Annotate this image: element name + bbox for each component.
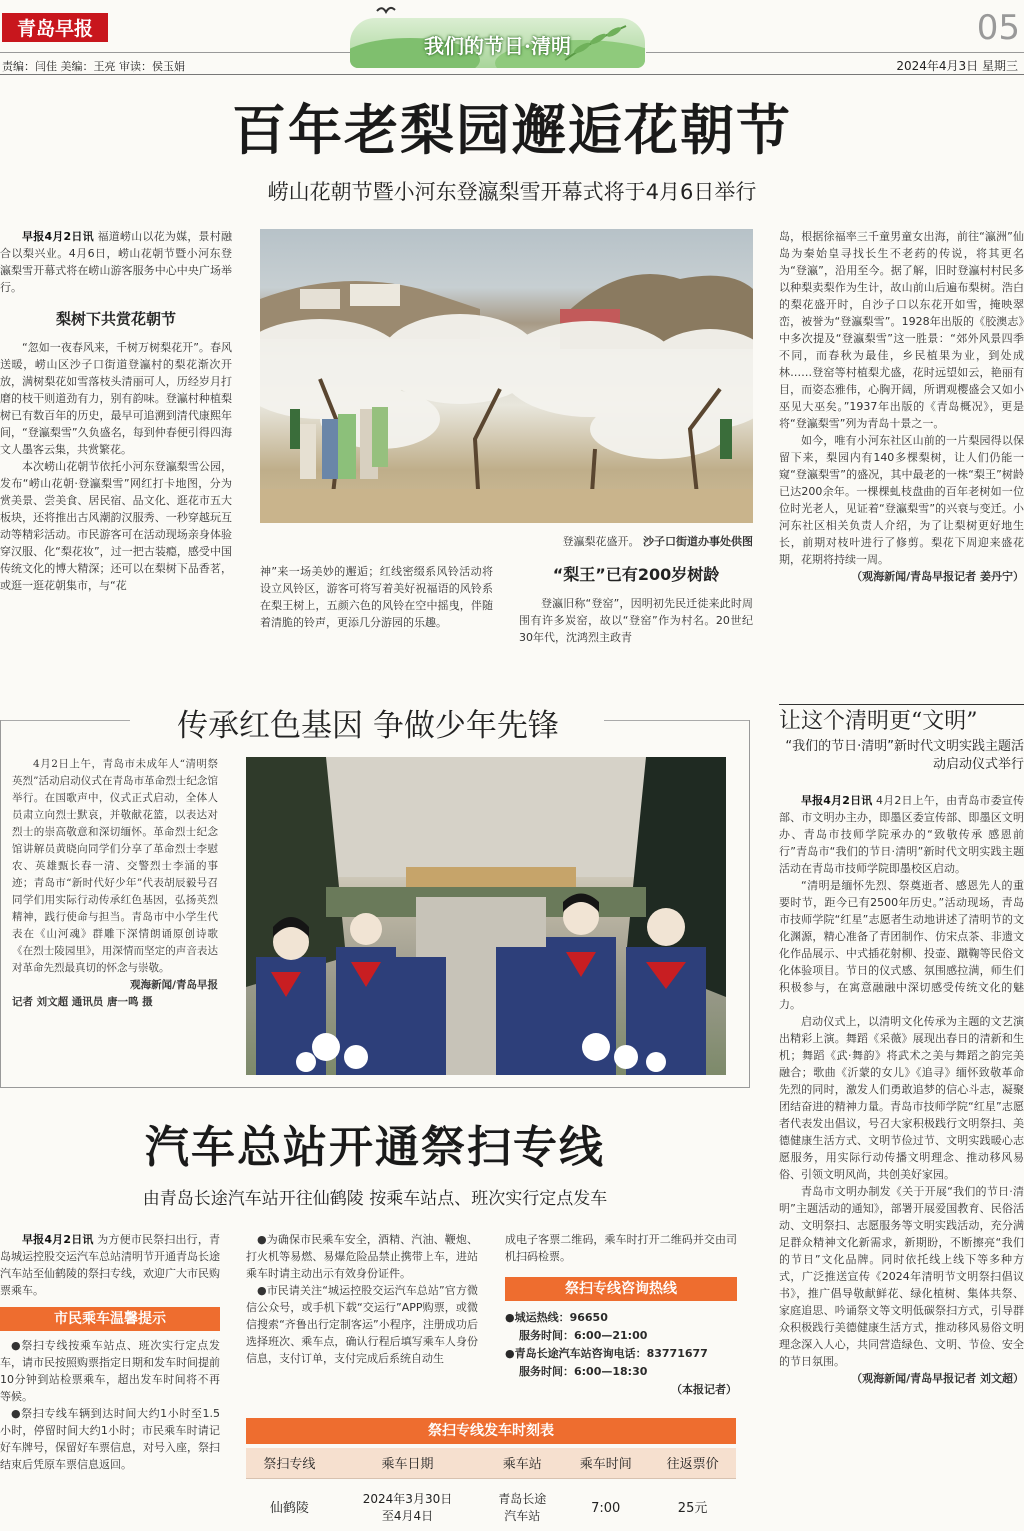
article2-p1: 4月2日上午，青岛市未成年人“清明祭英烈”活动启动仪式在青岛市革命烈士纪念馆举行。在国歌声中，仪式正式启动，全体人员肃立向烈士默哀，并敬献花篮，以表达对烈士的崇高敬意和深切缅怀。革命烈士纪念馆讲解员黄晓向同学们分享了革命烈士李慰农、英雄甄长春一清、交警烈士李涌的事迹；青岛市“新时代好少年”代表胡辰毅号召同学们用实际行动传承红色基因，弘扬英烈精神，践行使命与担当。青岛市中小学生代表在《山河魂》群雕下深情朗诵原创诗歌《在烈士陵园里》，用深情而坚定的声音表达对革命先烈最真切的怀念与崇敬。 [12,758,218,974]
article3-p3: 启动仪式上，以清明文化传承为主题的文艺演出精彩上演。舞蹈《采薇》展现出春日的清新和生机；舞蹈《武·舞韵》将武术之美与舞蹈之韵完美融合；歌曲《沂蒙的女儿》《追寻》缅怀致敬革命先烈的同时，激发人们勇敢追梦的信心斗志，凝聚团结奋进的精神力量。青岛市技师学院“红星”志愿者代表发出倡议，号召大家积极践行文明祭扫、美德健康生活方式、文明节俭过节、文明实践暖心志愿服务，用实际行动传播文明理念、推动移风易俗、引领文明风尚，共创美好家园。 [779,1015,1024,1181]
timetable-cell: 2024年3月30日 至4月4日 [362,1492,453,1524]
timetable-header: 往返票价 [649,1448,736,1478]
article3-p2: “清明是缅怀先烈、祭奠逝者、感恩先人的重要时节，距今已有2500年历史。”活动现场，青岛市技师学院“红星”志愿者生动地讲述了清明节的文化渊源，精心准备了青团制作、仿宋点茶、非遗文化作品展示、中式插花射柳、投壶、蹴鞠等民俗文化体验项目。节日的仪式感、氛围感拉满，师生们积极参与，在寓意融融中深切感受传统文化的魅力。 [779,879,1024,1011]
photo-caption: 登瀛梨花盛开。 沙子口街道办事处供图 [562,535,753,548]
timetable-header: 乘车站 [482,1448,562,1478]
article4-p1: 为方便市民祭扫出行，青岛城运控股交运汽车总站清明节开通青岛长途汽车站至仙鹤陵的祭扫专线，欢迎广大市民购票乘车。 [0,1233,221,1297]
article1-p2: “忽如一夜春风来，千树万树梨花开”。春风送暖，崂山区沙子口街道登瀛村的梨花渐次开放，满树梨花如雪落枝头清丽可人，历经岁月打磨的枝干则道劲有力，别有韵味。登瀛村种植梨树已有数百年的历史，最早可追溯到清代康熙年间，“登瀛梨雪”久负盛名，每到仲春便引得四海文人墨客云集，共赏繁花。 [0,341,232,456]
issue-date: 2024年4月3日 星期三 [896,59,1018,73]
timetable-header: 乘车时间 [562,1448,649,1478]
article3-subheadline: “我们的节日·清明”新时代文明实践主题活动启动仪式举行 [785,739,1024,772]
pear-orchard-illustration [260,229,753,523]
article2-headline: 传承红色基因 争做少年先锋 [177,708,559,744]
hotline-1-hours: 服务时间：6:00—21:00 [519,1329,648,1342]
article3-lead: 早报4月2日讯 [801,794,873,807]
bird-icon [376,4,396,18]
hotline-title: 祭扫专线咨询热线 [505,1277,737,1301]
timetable-header: 乘车日期 [333,1448,482,1478]
article1-subhead1: 梨树下共赏花朝节 [55,310,176,328]
editor-credits: 责编：闫佳 美编：王亮 审读：侯玉娟 [2,60,185,73]
article2-byline1: 观海新闻/青岛早报 [130,979,218,991]
article2-byline2: 记者 刘文超 通讯员 唐一鸣 摄 [12,996,153,1008]
article3-text [779,792,1024,1387]
timetable-cell: 7:00 [591,1500,621,1516]
article4-col3 [505,1231,737,1399]
article4-col2 [246,1231,478,1367]
article1-p1: 福道崂山以花为媒，景村融合以梨兴业。4月6日，崂山花朝节暨小河东登瀛梨雪开幕式将在崂山游客服务中心中央广场举行。 [0,230,233,294]
pear-blossom-photo [260,229,753,523]
article4-byline: （本报记者） [671,1383,737,1396]
article1-subhead2: “梨王”已有200岁树龄 [552,565,720,584]
table-row [246,1478,736,1531]
article1-col1 [0,228,232,594]
article1-p6: 岛，根据徐福率三千童男童女出海，前往“瀛洲”仙岛为秦始皇寻找长生不老药的传说，将其更名为“登瀛”，沿用至今。据了解，旧时登瀛村村民多以种梨卖梨作为生计，故山前山后遍布梨树。浩白的梨花盛开时，自沙子口以东花开如雪，掩映翠峦，被誉为“登瀛梨雪”。1928年出版的《胶澳志》中多次提及“登瀛梨雪”这一胜景：“郊外风景四季不同，而春秋为最佳，乡民植果为业，到处成林……登窑等村植梨尤盛，花时远望如云，艳丽有目，而姿态雅伟，心胸开阔，所谓观樱盛会又如小巫见大巫矣。”1937年出版的《青岛概况》，更是将“登瀛梨雪”列为青岛十景之一。 [779,230,1024,430]
article1-col3 [519,562,753,646]
boarding-tips-title: 市民乘车温馨提示 [0,1307,220,1331]
article1-p3: 本次崂山花朝节依托小河东登瀛梨雪公园，发布“崂山花朝·登瀛梨雪”网红打卡地图，分为赏美景、尝美食、居民宿、品文化、逛花市五大板块，还将推出古风潮韵汉服秀、一秒穿越玩互动等精彩活动。市民游客可在活动现场亲身体验穿汉服、化“梨花妆”，过一把古装瘾，感受中国传统文化的博大精深；还可以在梨树下品香茗，或逛一逛花朝集市，与“花 [0,460,232,592]
timetable-header-row [246,1448,736,1478]
banner-title: 我们的节日·清明 [424,34,571,58]
article1-headline: 百年老梨园邂逅花朝节 [232,99,792,162]
article3-headline: 让这个清明更“文明” [779,709,978,734]
timetable-cell: 仙鹤陵 [269,1500,309,1516]
article3-byline: （观海新闻/青岛早报记者 刘文超） [851,1372,1024,1385]
logo-text: 青岛早报 [16,18,93,40]
article1-byline: （观海新闻/青岛早报记者 姜丹宁） [851,570,1024,583]
hotline-2-hours: 服务时间：6:00—18:30 [519,1365,648,1378]
article1-subheadline: 崂山花朝节暨小河东登瀛梨雪开幕式将于4月6日举行 [267,180,757,204]
students-ceremony-photo [246,757,726,1075]
ceremony-illustration [246,757,726,1075]
newspaper-logo [2,13,108,42]
article4-headline: 汽车总站开通祭扫专线 [145,1122,605,1173]
article1-p4: 神”来一场美妙的邂逅；红线密缀系风铃活动将设立风铃区，游客可将写着美好祝福语的风铃系在梨王树上，五颜六色的风铃在空中摇曳，伴随着清脆的铃声，更添几分游园的乐趣。 [260,565,493,629]
boarding-tip-4: ●市民请关注“城运控股交运汽车总站”官方微信公众号，或手机下载“交运行”APP购票，或微信搜索“齐鲁出行定制客运”小程序，注册成功后选择班次、乘车点，确认行程后填写乘车人身份信息，支付订单，支付完成后系统自动生 [246,1284,478,1365]
article1-col2 [260,563,493,631]
timetable [246,1448,736,1531]
boarding-tip-1: ●祭扫专线按乘车站点、班次实行定点发车，请市民按照购票指定日期和发车时间提前10分钟到站检票乘车，超出发车时间将不再等候。 [0,1339,220,1403]
festival-banner [350,18,645,68]
article3-p4: 青岛市文明办制发《关于开展“我们的节日·清明”主题活动的通知》，部署开展爱国教育、民俗活动、文明祭扫、志愿服务等文明实践活动，充分满足群众精神文化新需求，新期盼，不断擦亮“我们的节日”文化品牌。同时依托线上线下等多种方式，广泛推送宣传《2024年清明节文明祭扫倡议书》，推广倡导敬献鲜花、绿化植树、集体共祭、家庭追思、吟诵祭文等文明低碳祭扫方式，引导群众积极践行美德健康生活方式，推动移风易俗文明理念深入人心，共同营造绿色、文明、节俭、安全的节日氛围。 [779,1185,1024,1368]
article3-p1: 4月2日上午，由青岛市委宣传部、市文明办主办，即墨区委宣传部、即墨区文明办、青岛市技师学院承办的“致敬传承 感恩前行”青岛市“我们的节日·清明”新时代文明实践主题活动在青岛市技师学院即墨校区启动。 [779,794,1024,875]
boarding-tip-5: 成电子客票二维码，乘车时打开二维码并交由司机扫码检票。 [505,1233,737,1263]
article1-p7: 如今，唯有小河东社区山前的一片梨园得以保留下来，梨园内有140多棵梨树，让人们仍能一窥“登瀛梨雪”的盛况，其中最老的一株“梨王”树龄已达200余年。一棵棵虬枝盘曲的百年老树如一位位时光老人，见证着“登瀛梨雪”的兴衰与变迁。小河东社区相关负责人介绍，为了让梨树更好地生长，前期对枝叶进行了修剪。梨花下周迎来盛花期，花期将持续一周。 [779,434,1024,566]
article4-lead: 早报4月2日讯 [22,1233,94,1246]
article2-text [12,756,218,1011]
page-number: 05 [976,8,1020,48]
timetable-title: 祭扫专线发车时刻表 [246,1418,736,1444]
timetable-cell: 25元 [677,1500,708,1516]
hotline-1: ●城运热线：96650 [505,1311,608,1324]
article1-lead: 早报4月2日讯 [22,230,94,243]
hotline-2: ●青岛长途汽车站咨询电话：83771677 [505,1347,708,1360]
boarding-tip-2: ●祭扫专线车辆到达时间大约1小时至1.5小时，停留时间大约1小时；市民乘车时请记好车牌号，保留好车票信息，对号入座，祭扫结束后凭原车票信息返回。 [0,1407,220,1471]
timetable-header: 祭扫专线 [246,1448,333,1478]
article4-col1 [0,1231,220,1473]
article1-col4 [779,228,1024,585]
boarding-tip-3: ●为确保市民乘车安全，酒精、汽油、鞭炮、打火机等易燃、易爆危险品禁止携带上车，进站乘车时请主动出示有效身份证件。 [246,1233,478,1280]
article1-p5: 登瀛旧称“登窑”，因明初先民迁徙来此时周围有许多炭窑，故以“登窑”作为村名。20世纪30年代，沈鸿烈主政青 [519,597,753,644]
timetable-cell: 青岛长途 汽车站 [498,1492,547,1524]
article4-subheadline: 由青岛长途汽车站开往仙鹤陵 按乘车站点、班次实行定点发车 [142,1189,608,1209]
